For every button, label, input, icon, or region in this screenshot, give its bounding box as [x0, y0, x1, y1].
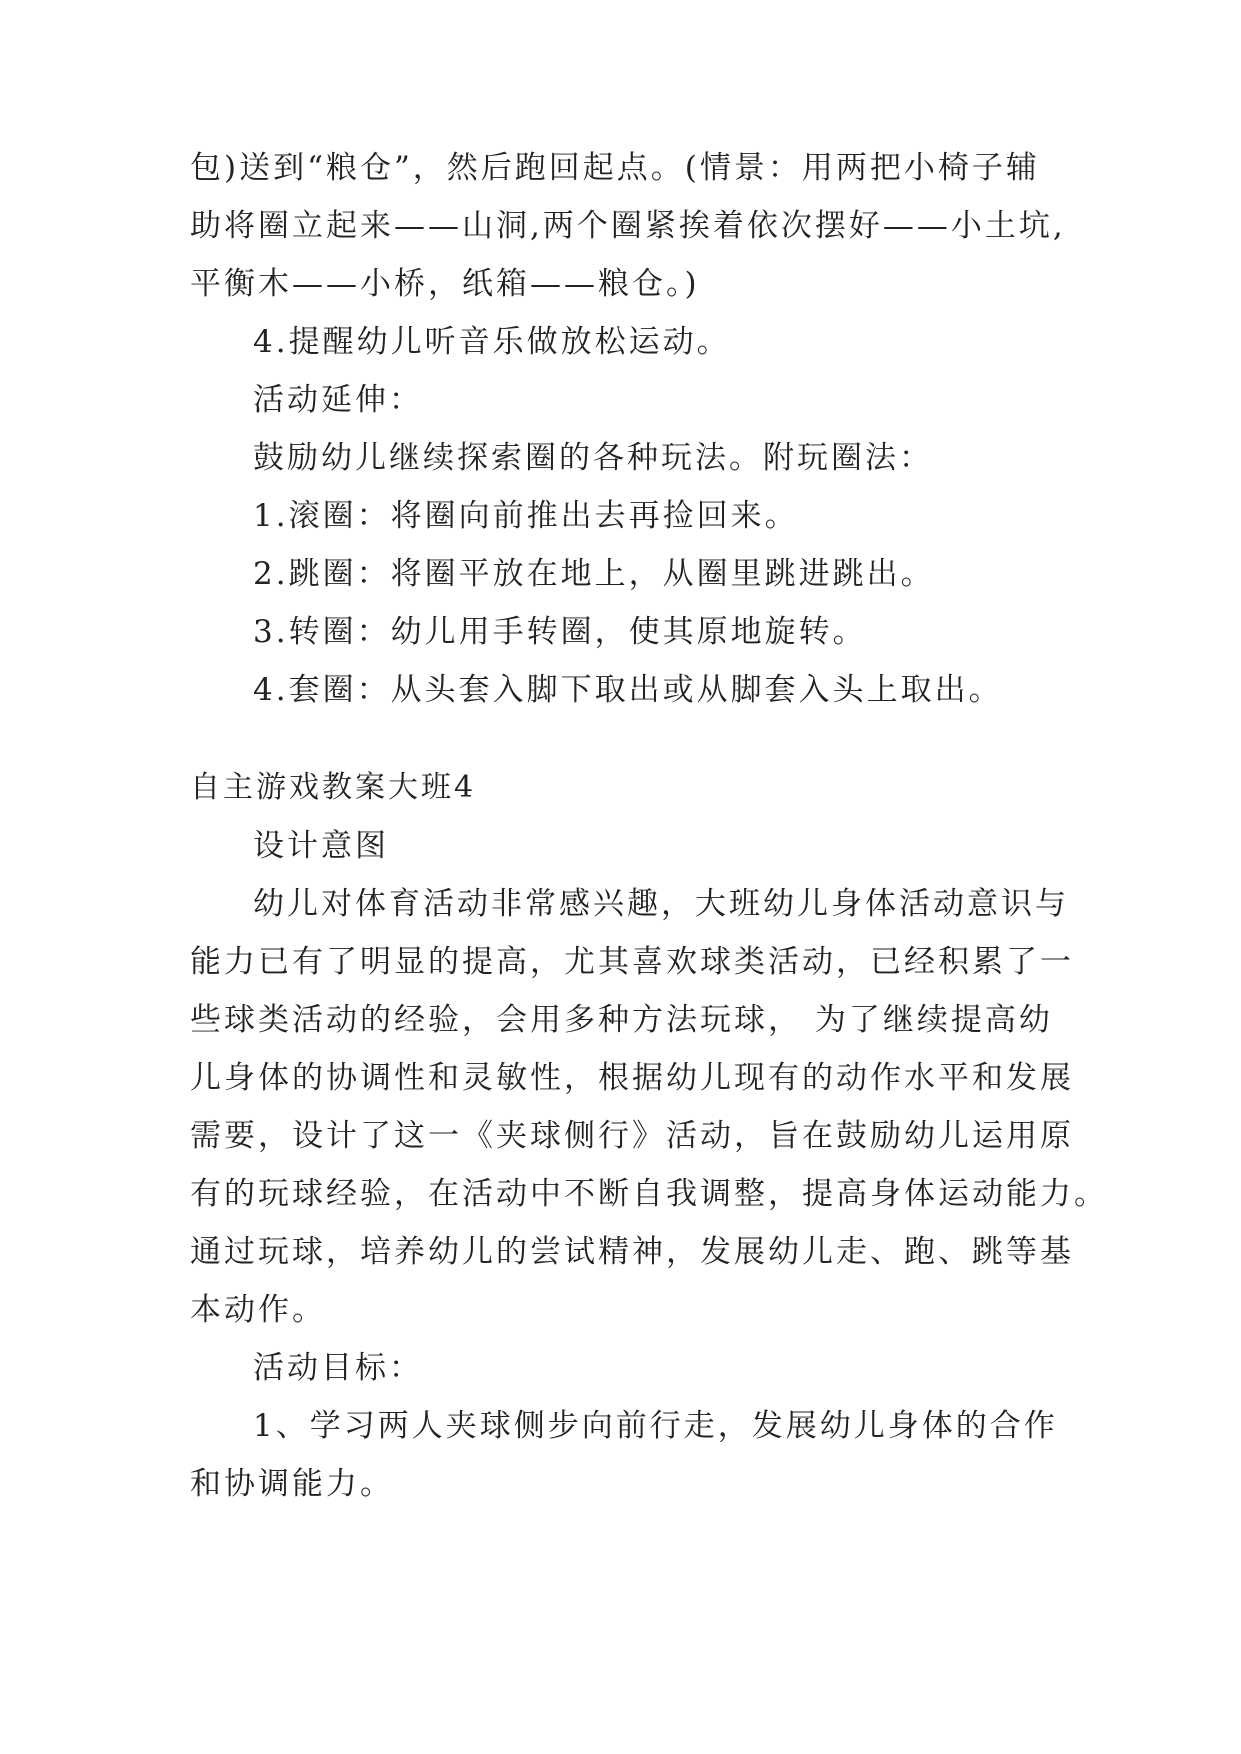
paragraph-line: 有的玩球经验，在活动中不断自我调整，提高身体运动能力。: [190, 1176, 1108, 1212]
method-item: 3.转圈：幼儿用手转圈，使其原地旋转。: [253, 614, 867, 650]
section-title: 自主游戏教案大班4: [190, 770, 477, 805]
method-item: 2.跳圈：将圈平放在地上，从圈里跳进跳出。: [253, 556, 935, 592]
paragraph-line: 些球类活动的经验，会用多种方法玩球， 为了继续提高幼: [190, 1002, 1053, 1038]
paragraph-line: 助将圈立起来——山洞,两个圈紧挨着依次摆好——小土坑,: [190, 208, 1066, 244]
method-item: 4.套圈：从头套入脚下取出或从脚套入头上取出。: [253, 672, 1003, 708]
paragraph-line: 幼儿对体育活动非常感兴趣，大班幼儿身体活动意识与: [253, 886, 1069, 922]
design-heading: 设计意图: [253, 828, 389, 864]
paragraph-line: 通过玩球，培养幼儿的尝试精神，发展幼儿走、跑、跳等基: [190, 1234, 1074, 1270]
goal-line: 和协调能力。: [190, 1466, 394, 1502]
paragraph-line: 包)送到“粮仓”，然后跑回起点。(情景：用两把小椅子辅: [190, 150, 1040, 186]
extension-heading: 活动延伸：: [253, 382, 423, 418]
step-4: 4.提醒幼儿听音乐做放松运动。: [253, 324, 731, 360]
goal-line: 1、学习两人夹球侧步向前行走，发展幼儿身体的合作: [253, 1408, 1058, 1444]
goals-heading: 活动目标：: [253, 1350, 423, 1386]
method-item: 1.滚圈：将圈向前推出去再捡回来。: [253, 498, 799, 534]
extension-text: 鼓励幼儿继续探索圈的各种玩法。附玩圈法：: [253, 440, 933, 476]
paragraph-line: 能力已有了明显的提高，尤其喜欢球类活动，已经积累了一: [190, 944, 1074, 980]
paragraph-line: 平衡木——小桥，纸箱——粮仓。): [190, 266, 700, 302]
paragraph-line: 需要，设计了这一《夹球侧行》活动，旨在鼓励幼儿运用原: [190, 1118, 1074, 1154]
paragraph-line: 儿身体的协调性和灵敏性，根据幼儿现有的动作水平和发展: [190, 1060, 1074, 1096]
paragraph-line: 本动作。: [190, 1292, 326, 1328]
